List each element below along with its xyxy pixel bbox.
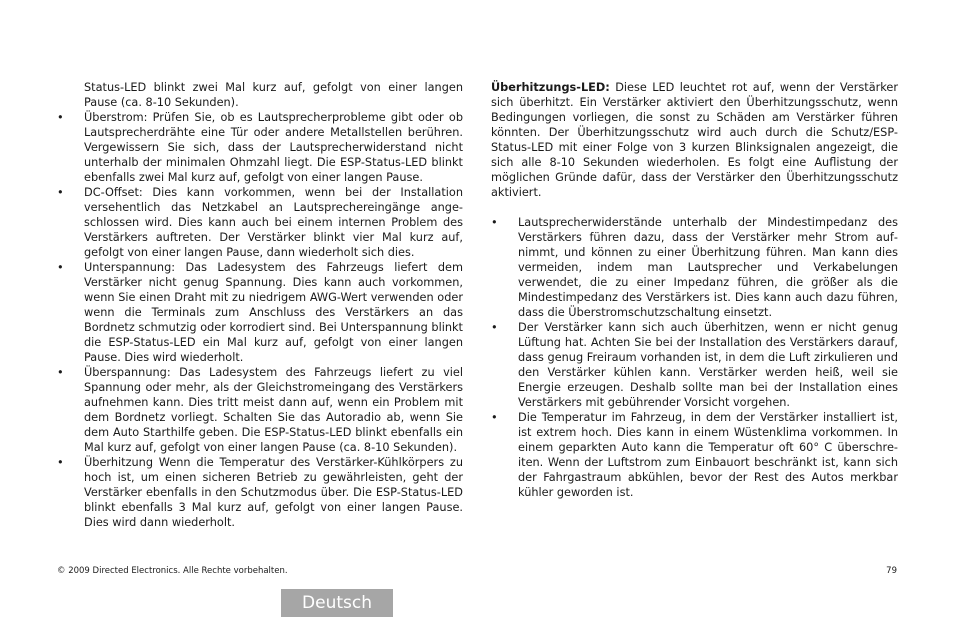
list-item: [491, 320, 898, 410]
right-column: [491, 80, 898, 500]
list-item: [57, 110, 463, 185]
bullet-icon: •: [57, 186, 64, 199]
left-bullet-list: [57, 110, 463, 530]
list-item: [491, 215, 898, 320]
list-item: [57, 260, 463, 365]
bullet-icon: •: [491, 216, 498, 229]
list-item-text: Überspannung: Das Ladesystem des Fahrzeugs liefert zu viel Spannung oder mehr, als der Gleichstromeingang des Verstärkers aufnehmen kann. Dies tritt meist dann auf, wenn ein Problem mit dem Bordnetz vorliegt. Schalten Sie das Autoradio ab, wenn Sie dem Auto Starthilfe geben. Die ESP-Status-LED blinkt ebenfalls ein Mal kurz auf, gefolgt von einer langen Pause (ca. 8-10 Sekunden).: [84, 366, 463, 454]
intro-paragraph: [491, 80, 898, 200]
list-item-text: Überstrom: Prüfen Sie, ob es Lautsprecherprobleme gibt oder ob Lautsprecherdrähte eine Tür oder andere Metallstellen berühren. Vergewissern Sie sich, dass der Lautsprecherwiderstand nicht unterhalb der minimalen Ohmzahl liegt. Die ESP-Status-LED blinkt ebenfalls zwei Mal kurz auf, gefolgt von einer langen Pause.: [84, 111, 463, 184]
bullet-icon: •: [491, 411, 498, 424]
page-number: 79: [886, 566, 897, 576]
list-item-text: DC-Offset: Dies kann vorkommen, wenn bei der Installation versehentlich das Netzkabel an Lautsprechereingänge angeschlossen wird. Dies kann auch bei einem internen Problem des Verstärkers auftreten. Der Verstärker blinkt vier Mal kurz auf, gefolgt von einer langen Pause, dann wiederholt sich dies.: [84, 186, 463, 259]
bullet-icon: •: [57, 456, 64, 469]
right-bullet-list: [491, 215, 898, 500]
list-item: [491, 410, 898, 500]
paragraph-gap: [491, 200, 898, 215]
bullet-icon: •: [491, 321, 498, 334]
bullet-icon: •: [57, 366, 64, 379]
intro-text: Diese LED leuchtet rot auf, wenn der Verstärker sich überhitzt. Ein Verstärker aktiviert den Überhitzungsschutz, wenn Bedingungen vorliegen, die sonst zu Schäden am Verstärker führen könnten. Der Überhitzungsschutz wird auch durch die Schutz/ESP-Status-LED mit einer Folge von 3 kurzen Blinksignalen angezeigt, die sich alle 8-10 Sekunden wiederholen. Es folgt eine Auflistung der möglichen Gründe dafür, dass der Verstärker den Überhitzungsschutz aktiviert.: [491, 81, 898, 199]
continuation-text: Status-LED blinkt zwei Mal kurz auf, gefolgt von einer langen Pause (ca. 8-10 Sekunden).: [84, 81, 463, 109]
intro-label: Überhitzungs-LED:: [491, 81, 610, 94]
list-item-text: Die Temperatur im Fahrzeug, in dem der Verstärker installiert ist, ist extrem hoch. Dies kann in einem Wüstenklima vorkommen. In einem geparkten Auto kann die Temperatur oft 60° C überschreiten. Wenn der Luftstrom zum Einbauort beschränkt ist, kann sich der Fahrgastraum abkühlen, bevor der Rest des Autos merkbar kühler geworden ist.: [518, 411, 898, 499]
bullet-icon: •: [57, 261, 64, 274]
copyright-footer: © 2009 Directed Electronics. Alle Rechte vorbehalten.: [57, 566, 288, 576]
list-item-text: Lautsprecherwiderstände unterhalb der Mindestimpedanz des Verstärkers führen dazu, dass der Verstärker mehr Strom aufnimmt, und können zu einer Überhitzung führen. Man kann dies vermeiden, indem man Lautsprecher und Verkabelungen verwendet, die zu einer Impedanz führen, die größer als die Mindestimpedanz des Verstärkers ist. Dies kann auch dazu führen, dass die Überstromschutzschaltung einsetzt.: [518, 216, 898, 319]
list-item-text: Der Verstärker kann sich auch überhitzen, wenn er nicht genug Lüftung hat. Achten Sie bei der Installation des Verstärkers darauf, dass genug Freiraum vorhanden ist, in dem die Luft zirkulieren und den Verstärker kühlen kann. Verstärker werden heiß, weil sie Energie erzeugen. Deshalb sollte man bei der Installation eines Verstärkers mit gebührender Vorsicht vorgehen.: [518, 321, 898, 409]
list-item: [57, 185, 463, 260]
bullet-icon: •: [57, 111, 64, 124]
list-item-text: Überhitzung Wenn die Temperatur des Verstärker-Kühlkörpers zu hoch ist, um einen sicheren Betrieb zu gewährleisten, geht der Verstärker ebenfalls in den Schutzmodus über. Die ESP-Status-LED blinkt ebenfalls 3 Mal kurz auf, gefolgt von einer langen Pause. Dies wird dann wiederholt.: [84, 456, 463, 529]
list-item-text: Unterspannung: Das Ladesystem des Fahrzeugs liefert dem Verstärker nicht genug Spannung. Dies kann auch vorkommen, wenn Sie einen Draht mit zu niedrigem AWG-Wert verwenden oder wenn die Terminals zum Anschluss des Verstärkers an das Bordnetz schmutzig oder korrodiert sind. Bei Unterspannung blinkt die ESP-Status-LED ein Mal kurz auf, gefolgt von einer langen Pause. Dies wird wiederholt.: [84, 261, 463, 364]
left-column: [57, 80, 463, 530]
language-tab: Deutsch: [281, 589, 393, 617]
list-item: [57, 455, 463, 530]
list-item: [57, 365, 463, 455]
